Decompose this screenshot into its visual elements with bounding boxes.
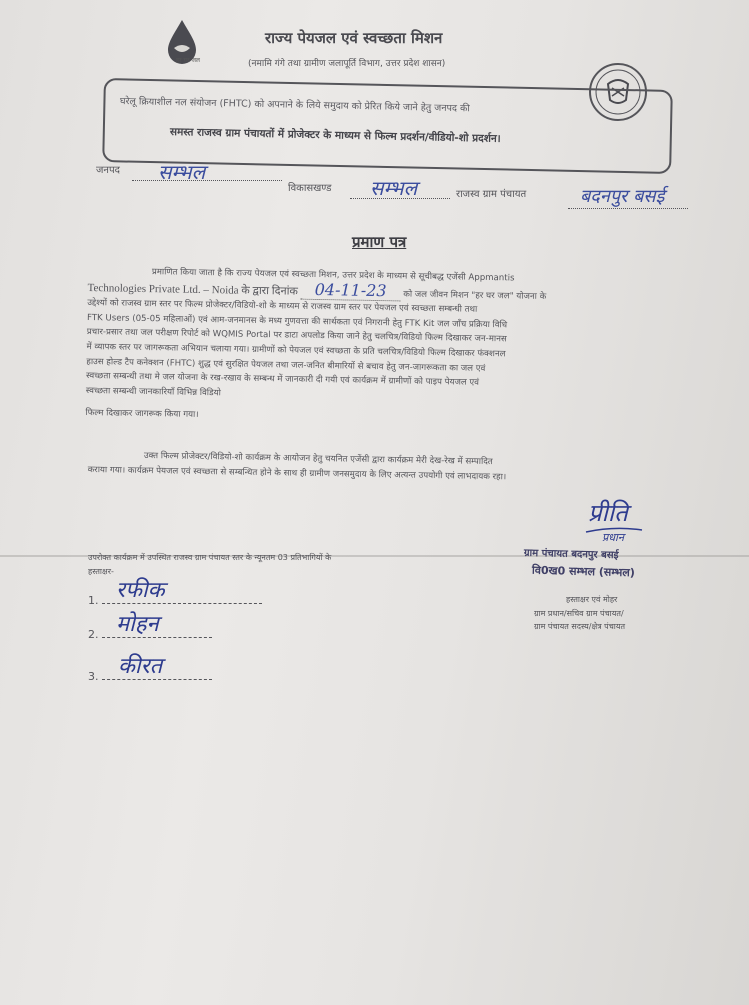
participant-number: 3. (88, 670, 99, 683)
stamp-line-2: वि0ख0 सम्भल (सम्भल) (531, 563, 635, 580)
panchayat-label: राजस्व ग्राम पंचायत (456, 189, 527, 200)
body-line-10: फिल्म दिखाकर जागरूक किया गया। (85, 408, 199, 421)
water-drop-logo-icon (162, 18, 202, 73)
body-line-2a: Technologies Private Ltd. – Noida के द्वारा दिनांक (87, 281, 299, 298)
body-line-7: हाउस होल्ड टैप कनेक्शन (FHTC) शुद्ध एवं सुरक्षित पेयजल तथा जल-जनित बीमारियों से बचाव हेतु जन-जागरूकता का जल एवं (86, 356, 486, 374)
body-line-3: उद्देश्यों को राजस्व ग्राम स्तर पर फिल्म प्रोजेक्टर/विडियो-शो के माध्यम से राजस्व ग्राम स्तर पर पेयजल एवं स्वच्छता सम्बन्धी तथा (87, 298, 478, 315)
certificate-title: प्रमाण पत्र (352, 233, 407, 251)
body-line-2b: को जल जीवन मिशन "हर घर जल" योजना के (403, 289, 547, 302)
body-line-9: स्वच्छता सम्बन्धी जानकारियाँ विभिन्न विडियो (85, 385, 221, 399)
program-date: 04-11-23 (301, 279, 401, 301)
participant-number: 2. (88, 628, 99, 641)
panchayat-line (568, 208, 688, 209)
certificate-body-para-2 (87, 448, 719, 488)
body-para2-line-1: उक्त फिल्म प्रोजेक्टर/विडियो-शो कार्यक्रम के आयोजन हेतु चयनित एजेंसी द्वारा कार्यक्रम मेरी देख-रेख में सम्पादित (143, 450, 493, 468)
signatory-role: प्रधान (602, 531, 624, 544)
body-line-8: स्वच्छता सम्बन्धी तथा मे जल योजना के रख-रखाव के सम्बन्ध में जानकारी दी गयी एवं कार्यक्रम में ग्रामीणों को पाइप पेयजल एवं (85, 371, 480, 388)
block-value: सम्भल (370, 176, 418, 200)
signature-caption-1: हस्ताक्षर एवं मोहर (566, 595, 618, 604)
program-title-line-1: घरेलू क्रियाशील नल संयोजन (FHTC) को अपनाने के लिये समुदाय को प्रेरित किये जाने हेतु जनपद की (119, 96, 470, 115)
certificate-body (85, 264, 720, 432)
body-line-4: FTK Users (05-05 महिलाओं) एवं आम-जनमानस के मध्य गुणवत्ता की सार्थकता एवं निगरानी हेतु FTK Kit जल जाँच प्रक्रिया विधि (86, 312, 508, 331)
header-subtitle: (नमामि गंगे तथा ग्रामीण जलापूर्ति विभाग, उत्तर प्रदेश शासन) (248, 59, 446, 69)
body-para2-line-2: कराया गया। कार्यक्रम पेयजल एवं स्वच्छता से सम्बन्धित होने के साथ ही ग्रामीण जनसमुदाय के लिए अत्यन्त उपयोगी एवं लाभदायक रहा। (87, 464, 507, 482)
participant-signature: कीरत (118, 654, 163, 679)
header-title: राज्य पेयजल एवं स्वच्छता मिशन (265, 29, 443, 47)
body-line-5: प्रचार-प्रसार तथा जल परीक्षण रिपोर्ट को WQMIS Portal पर डाटा अपलोड किया जाने हेतु चलचित्र/विडियो फिल्म दिखाकर जन-मानस (86, 327, 507, 345)
block-label: विकासखण्ड (288, 183, 332, 194)
panchayat-value: बदनपुर बसई (580, 186, 665, 207)
participants-heading-2: हस्ताक्षर- (88, 567, 114, 576)
signatory-signature: प्रीति (588, 499, 628, 527)
participant-signature: रफीक (116, 578, 165, 603)
body-line-1: प्रमाणित किया जाता है कि राज्य पेयजल एवं स्वच्छता मिशन, उत्तर प्रदेश के माध्यम से सूचीबद्ध एजेंसी Appmantis (151, 267, 515, 284)
stamp-line-1: ग्राम पंचायत बदनपुर बसई (523, 547, 619, 562)
participants-heading: उपरोक्त कार्यक्रम में उपस्थित राजस्व ग्राम पंचायत स्तर के न्यूनतम 03 प्रतिभागियों के (88, 553, 332, 562)
district-value: सम्भल (158, 160, 206, 184)
district-label: जनपद (96, 165, 120, 176)
participant-row (88, 594, 262, 607)
signature-caption-2: ग्राम प्रधान/सचिव ग्राम पंचायत/ (534, 609, 624, 618)
body-line-6: में व्यापक स्तर पर जागरूकता अभियान चलाया गया। ग्रामीणों को पेयजल एवं स्वच्छता के प्रति चलचित्र/विडियो फिल्म दिखाकर फंक्शनल (86, 341, 506, 360)
district-line (132, 180, 282, 181)
signature-caption-3: ग्राम पंचायत सदस्य/क्षेत्र पंचायत (534, 622, 626, 631)
logo-caption: हर घर जल (176, 57, 200, 64)
participant-signature: मोहन (116, 612, 159, 637)
participant-number: 1. (88, 594, 99, 607)
program-title-line-2: समस्त राजस्व ग्राम पंचायतों में प्रोजेक्टर के माध्यम से फिल्म प्रदर्शन/वीडियो-शो प्रदर्शन। (169, 126, 501, 145)
